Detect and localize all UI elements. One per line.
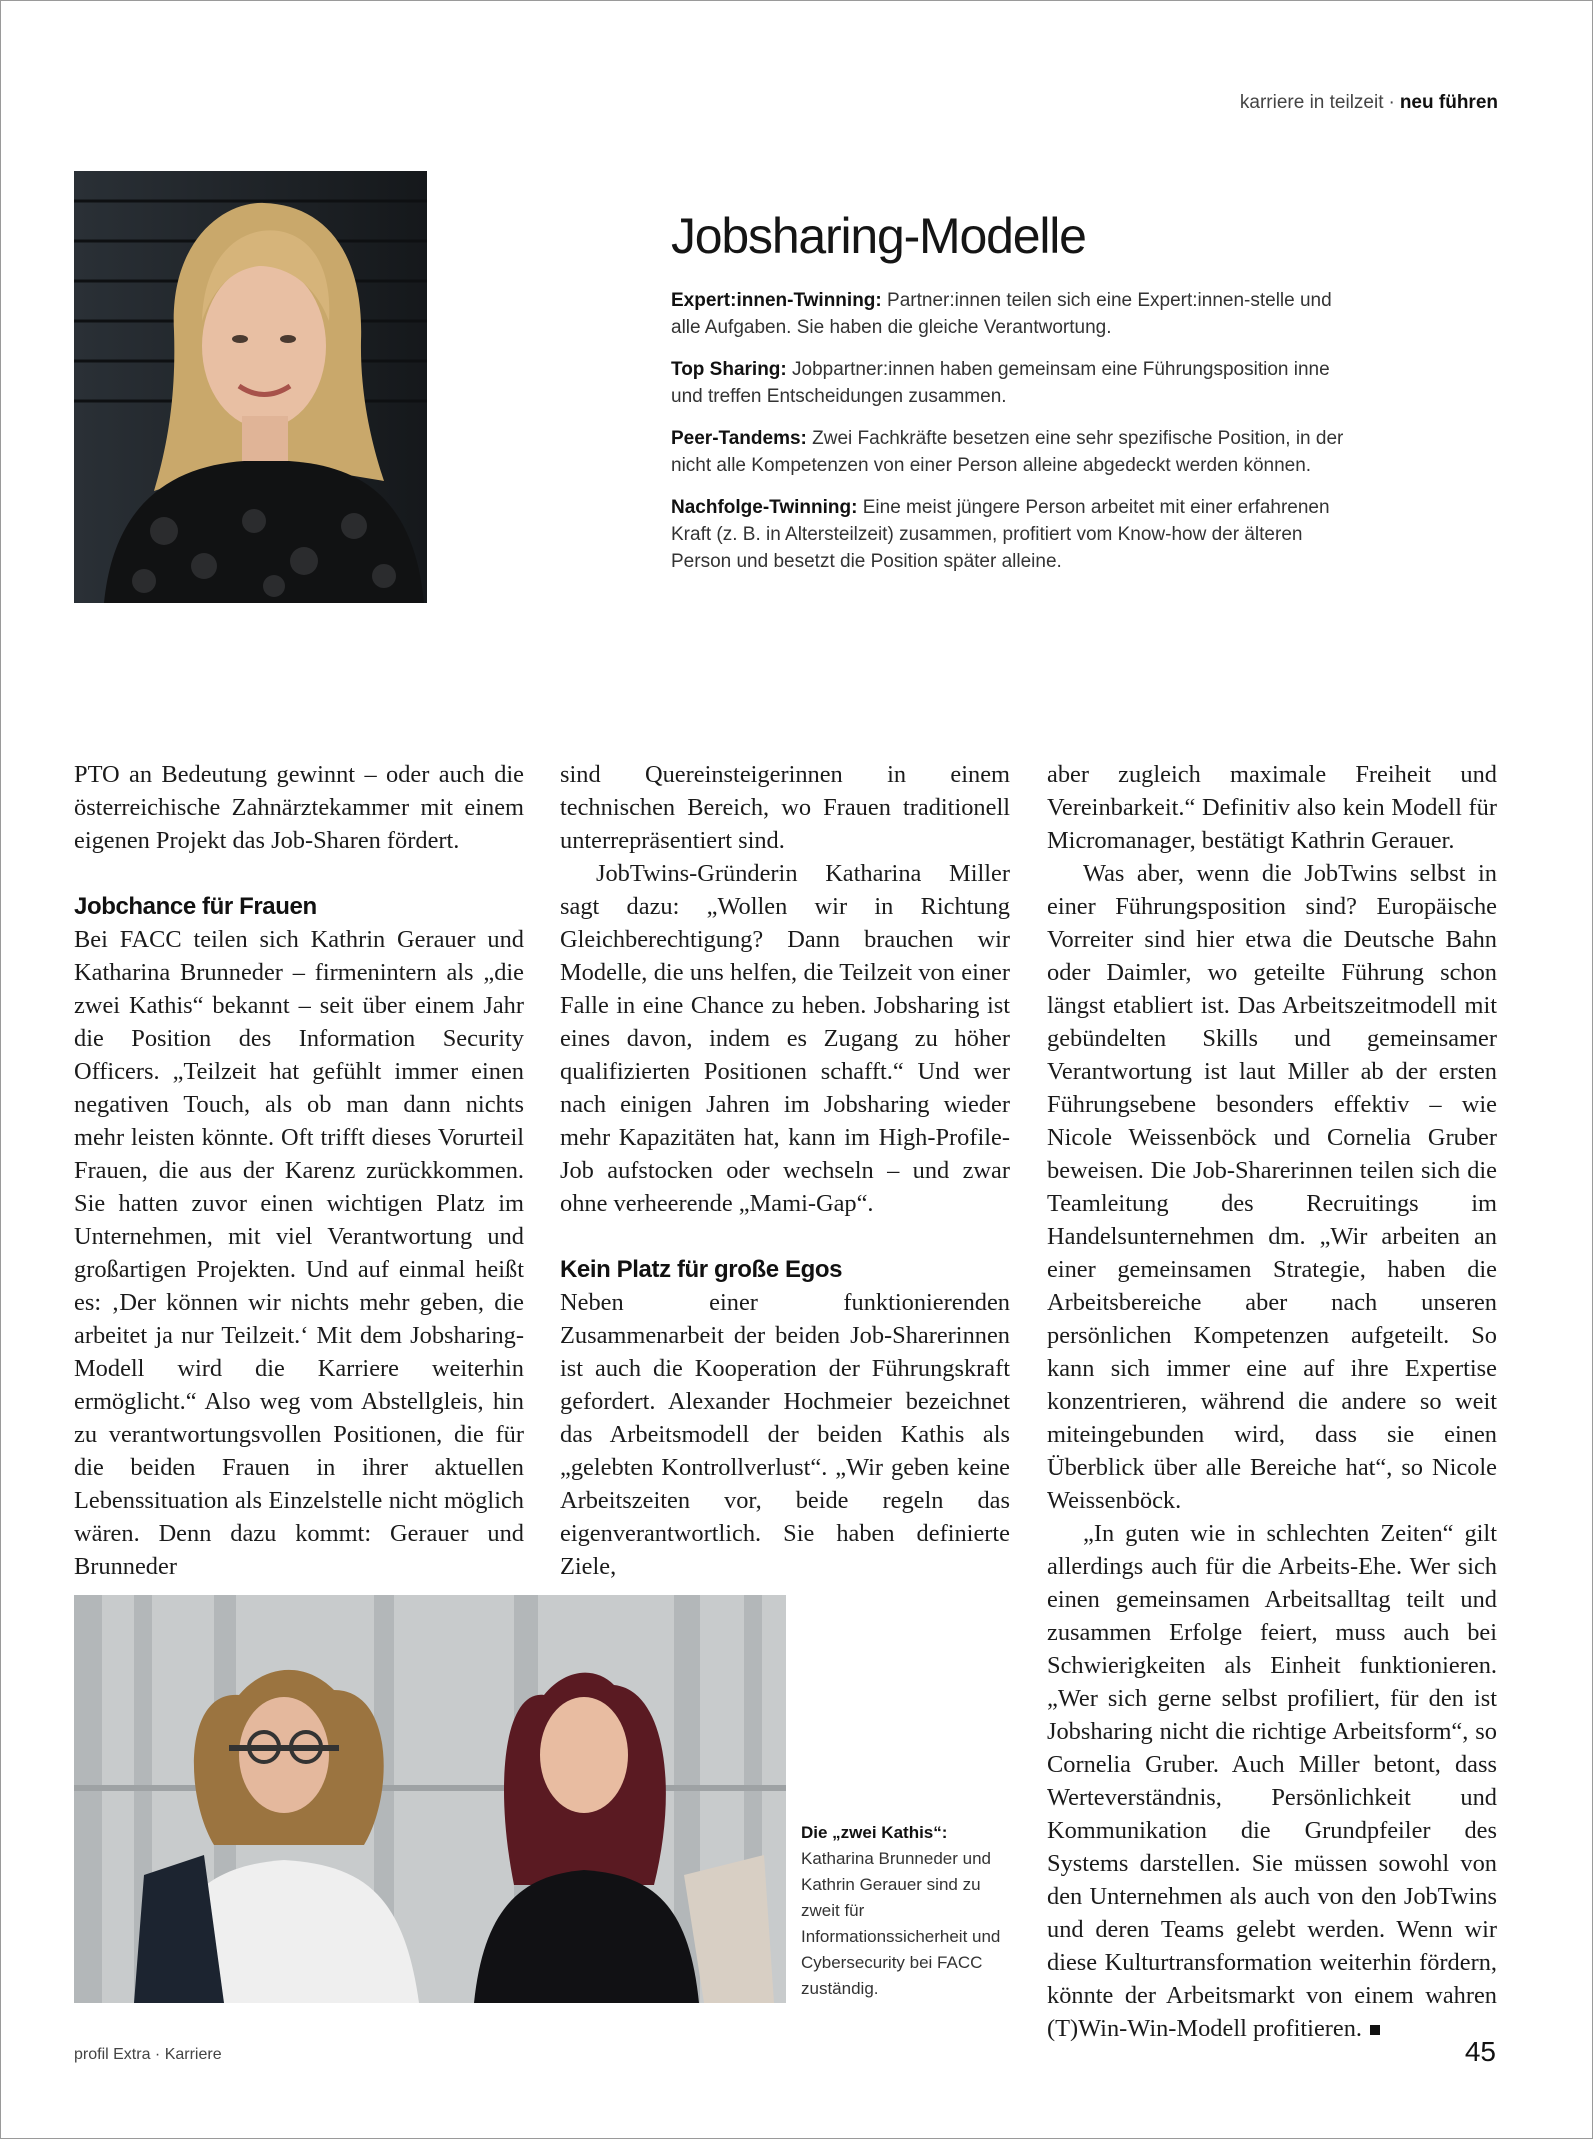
header-topic: neu führen <box>1399 92 1498 113</box>
col1-paragraph-1: PTO an Bedeutung gewinnt – oder auch die österreichische Zahnärztekammer mit einem eigenen Projekt das Job-Sharen fördert. <box>74 761 524 854</box>
col2-paragraph-1: sind Quereinsteigerinnen in einem technischen Bereich, wo Frauen traditionell unterrepräsentiert sind. <box>560 761 1010 854</box>
article-column-2 <box>560 758 1010 1583</box>
col3-paragraph-3-text: „In guten wie in schlechten Zeiten“ gilt allerdings auch für die Arbeits-Ehe. Wer sich einen gemeinsamen Arbeitsalltag teilt und zusammen Erfolge feiert, muss auch bei Schwierigkeiten als Einheit funktionieren. „Wer sich gerne selbst profiliert, für den ist Jobsharing nicht die richtige Arbeitsform“, so Cornelia Gruber. Auch Miller betont, dass Werteverständnis, Persönlichkeit und Kommunikation die Grundpfeiler des Systems darstellen. Sie müssen sowohl von den Unternehmen als auch von den JobTwins und deren Teams gelebt werden. Wenn wir diese Kulturtransformation weiterhin fördern, könnte der Arbeitsmarkt von einem wahren (T)Win-Win-Modell profitieren. <box>1047 1520 1497 2042</box>
col2-paragraph-3: Neben einer funktionierenden Zusammenarbeit der beiden Job-Sharerinnen ist auch die Kooperation der Führungskraft gefordert. Alexander Hochmeier bezeichnet das Arbeitsmodell der beiden Kathis als „gelebten Kontrollverlust“. „Wir geben keine Arbeitszeiten vor, beide regeln das eigenverantwortlich. Sie haben definierte Ziele, <box>560 1289 1010 1580</box>
article-column-1 <box>74 758 524 1583</box>
article-column-3 <box>1047 758 1497 2045</box>
col2-paragraph-2: JobTwins-Gründerin Katharina Miller sagt dazu: „Wollen wir in Richtung Gleichberechtigung? Dann brauchen wir Modelle, die uns helfen, die Teilzeit von einer Falle in eine Chance zu heben. Jobsharing ist eines davon, indem es Zugang zu höher qualifizierten Positionen schafft.“ Und wer nach einigen Jahren im Jobsharing wieder mehr Kapazitäten hat, kann im High-Profile-Job aufstocken oder wechseln – und zwar ohne verheerende „Mami-Gap“. <box>560 860 1010 1217</box>
col2-heading: Kein Platz für große Egos <box>560 1256 843 1283</box>
header-section: karriere in teilzeit <box>1239 92 1384 113</box>
col3-paragraph-1: aber zugleich maximale Freiheit und Vereinbarkeit.“ Definitiv also kein Modell für Micromanager, bestätigt Kathrin Gerauer. <box>1047 761 1497 854</box>
model-peer-tandems: Peer-Tandems: Zwei Fachkräfte besetzen eine sehr spezifische Position, in der nicht alle Kompetenzen von einer Person alleine abgedeckt werden können. <box>671 427 1344 476</box>
running-header <box>1240 92 1498 114</box>
caption-text: Katharina Brunneder und Kathrin Gerauer sind zu zweit für Informationssicherheit und Cybersecurity bei FACC zuständig. <box>801 1849 1001 1998</box>
portrait-photo <box>74 171 427 603</box>
box-title: Jobsharing-Modelle <box>671 208 1086 264</box>
article-end-mark <box>1370 2025 1380 2035</box>
col3-paragraph-2: Was aber, wenn die JobTwins selbst in einer Führungsposition sind? Europäische Vorreiter sind hier etwa die Deutsche Bahn oder Daimler, wo geteilte Führung schon längst etabliert ist. Das Arbeitszeitmodell mit gebündelten Skills und gemeinsamer Verantwortung ist laut Miller ab der ersten Führungsebene besonders effektiv – wie Nicole Weissenböck und Cornelia Gruber beweisen. Die Job-Sharerinnen teilen sich die Teamleitung des Recruitings im Handelsunternehmen dm. „Wir arbeiten an einer gemeinsamen Strategie, haben die Arbeitsbereiche aber nach unseren persönlichen Kompetenzen aufgeteilt. So kann sich immer eine auf ihre Expertise konzentrieren, während die andere so weit miteingebunden wird, dass sie einen Überblick über alle Bereiche hat“, so Nicole Weissenböck. <box>1047 860 1497 1514</box>
header-separator: · <box>1388 92 1395 113</box>
col1-paragraph-2: Bei FACC teilen sich Kathrin Gerauer und Katharina Brunneder – firmenintern als „die zwei Kathis“ bekannt – seit über einem Jahr die Position des Information Security Officers. „Teilzeit hat gefühlt immer einen negativen Touch, als ob man dann nichts mehr leisten könnte. Oft trifft dieses Vorurteil Frauen, die aus der Karenz zurückkommen. Sie hatten zuvor einen wichtigen Platz im Unternehmen, mit viel Verantwortung und großartigen Projekten. Und auf einmal heißt es: ‚Der können wir nichts mehr geben, die arbeitet ja nur Teilzeit.‘ Mit dem Jobsharing-Modell wird die Karriere weiterhin ermöglicht.“ Also weg vom Abstellgleis, hin zu verantwortungsvollen Positionen, die für die beiden Frauen in ihrer aktuellen Lebenssituation als Einzelstelle nicht möglich wären. Denn dazu kommt: Gerauer und Brunneder <box>74 926 524 1580</box>
caption-title: Die „zwei Kathis“: <box>801 1823 948 1842</box>
model-expert-twinning: Expert:innen-Twinning: Partner:innen teilen sich eine Expert:innen-stelle und alle Aufgaben. Sie haben die gleiche Verantwortung. <box>671 289 1332 338</box>
col1-heading: Jobchance für Frauen <box>74 893 317 920</box>
photo-caption <box>801 1820 1001 2002</box>
model-top-sharing: Top Sharing: Jobpartner:innen haben gemeinsam eine Führungsposition inne und treffen Entscheidungen zusammen. <box>671 358 1330 407</box>
jobsharing-models-box <box>671 210 1351 590</box>
group-photo <box>74 1595 786 2003</box>
col3-paragraph-3 <box>1047 1517 1497 2045</box>
model-nachfolge-twinning: Nachfolge-Twinning: Eine meist jüngere Person arbeitet mit einer erfahrenen Kraft (z. B. in Altersteilzeit) zusammen, profitiert vom Know-how der älteren Person und besetzt die Position später alleine. <box>671 496 1330 572</box>
page-number: 45 <box>1464 2036 1496 2067</box>
footer-publication: profil Extra · Karriere <box>74 2046 222 2063</box>
